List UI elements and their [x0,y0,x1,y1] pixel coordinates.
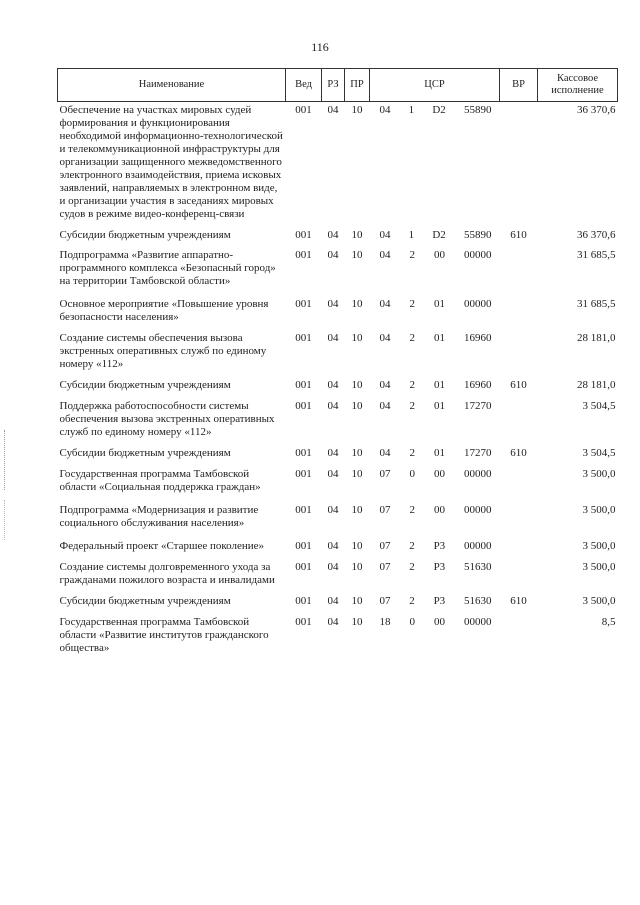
header-name: Наименование [58,69,286,102]
row-vr [500,534,538,557]
csr-part: 2 [409,249,415,261]
csr-part: 04 [379,229,391,241]
row-pr: 10 [351,504,363,516]
budget-table [57,68,618,659]
row-csr [370,102,500,226]
row-pr: 10 [351,561,363,573]
row-name: Подпрограмма «Развитие аппаратно-программного комплекса «Безопасный город» на территории Тамбовской области» [59,249,276,287]
row-rz: 04 [327,229,339,241]
row-name: Субсидии бюджетным учреждениям [59,447,231,459]
csr-part: 00 [434,468,445,480]
row-name: Субсидии бюджетным учреждениям [59,595,231,607]
table-row [58,591,618,612]
row-amount: 36 370,6 [577,229,616,241]
row-pr: 10 [351,468,363,480]
row-pr: 10 [351,400,363,412]
row-vr [500,328,538,375]
row-amount: 3 500,0 [582,595,616,607]
table-body [58,102,618,660]
csr-part: P3 [433,540,446,552]
csr-part: P3 [433,561,446,573]
csr-part: 2 [409,447,415,459]
row-csr [370,612,500,659]
csr-part: 00000 [464,504,492,516]
csr-part: 07 [379,561,391,573]
table-row [58,375,618,396]
row-amount: 3 504,5 [582,447,616,459]
row-vr [500,464,538,498]
table-row [58,225,618,246]
row-csr [370,591,500,612]
row-ved: 001 [295,616,312,628]
csr-part: 07 [379,468,391,480]
csr-part: 17270 [464,447,492,459]
row-amount: 3 500,0 [582,561,616,573]
csr-part: 04 [379,332,391,344]
row-ved: 001 [295,104,312,116]
csr-part: 2 [409,504,415,516]
row-vr: 610 [510,379,527,391]
table-row [58,557,618,591]
csr-part: 00000 [464,616,492,628]
header-ved: Вед [286,69,322,102]
row-rz: 04 [327,561,339,573]
csr-part: 16960 [464,332,492,344]
csr-part: 17270 [464,400,492,412]
csr-part: 04 [379,379,391,391]
csr-part: 01 [434,332,445,344]
csr-part: 00 [434,504,445,516]
csr-part: 51630 [463,561,492,573]
csr-part: 04 [379,298,391,310]
row-amount: 3 500,0 [582,504,616,516]
row-csr [370,292,500,328]
row-name: Создание системы долговременного ухода за гражданами пожилого возраста и инвалидами [59,561,275,586]
header-vr: ВР [500,69,538,102]
row-name: Обеспечение на участках мировых судей формирования и функционирования необходимой информационно-технологической и телекоммуникационной инфраструктуры для организации защищенного межведомственного электронного взаимодействия, приема исковых заявлений, направляемых в электронном виде, и организации участия в заседаниях мировых судов в режиме видео-конференц-связи [59,104,283,220]
row-ved: 001 [295,400,312,412]
row-csr [370,375,500,396]
row-rz: 04 [327,249,339,261]
row-name: Основное мероприятие «Повышение уровня безопасности населения» [59,298,269,323]
row-pr: 10 [351,616,363,628]
csr-part: 00000 [464,249,492,261]
row-amount: 8,5 [601,616,616,628]
row-name: Государственная программа Тамбовской области «Социальная поддержка граждан» [59,468,261,493]
csr-part: 0 [409,616,415,628]
margin-marks [4,430,9,490]
row-rz: 04 [327,298,339,310]
csr-part: 04 [379,400,391,412]
csr-part: 55890 [463,104,492,116]
table-row [58,443,618,464]
csr-part: 2 [409,298,415,310]
row-ved: 001 [295,379,312,391]
row-csr [370,225,500,246]
row-name: Федеральный проект «Старшее поколение» [59,540,265,552]
row-pr: 10 [351,595,363,607]
row-rz: 04 [327,400,339,412]
row-vr [500,612,538,659]
table-row [58,396,618,443]
row-pr: 10 [351,447,363,459]
row-vr: 610 [510,447,527,459]
table-row [58,328,618,375]
csr-part: P3 [433,595,446,607]
table-row [58,102,618,226]
csr-part: 00000 [463,540,492,552]
csr-part: D2 [432,104,446,116]
row-ved: 001 [295,595,312,607]
csr-part: 00000 [464,468,492,480]
row-rz: 04 [327,332,339,344]
table-row [58,464,618,498]
csr-part: 04 [379,249,391,261]
csr-part: 51630 [463,595,492,607]
row-pr: 10 [351,298,363,310]
header-amount: Кассовое исполнение [538,69,618,102]
row-rz: 04 [327,104,339,116]
csr-part: 18 [379,616,391,628]
csr-part: 01 [434,298,445,310]
row-csr [370,443,500,464]
row-name: Государственная программа Тамбовской области «Развитие институтов гражданского общества» [59,616,269,654]
table-header-row [58,69,618,102]
row-ved: 001 [295,447,312,459]
csr-part: 01 [434,447,445,459]
csr-part: 07 [379,504,391,516]
row-ved: 001 [295,504,312,516]
row-vr [500,246,538,292]
row-rz: 04 [327,540,339,552]
row-vr: 610 [510,229,527,241]
csr-part: 2 [409,595,415,607]
row-vr [500,498,538,534]
row-amount: 28 181,0 [577,379,616,391]
table-row [58,292,618,328]
row-name: Подпрограмма «Модернизация и развитие социального обслуживания населения» [59,504,259,529]
row-csr [370,498,500,534]
row-ved: 001 [295,468,312,480]
row-vr [500,396,538,443]
row-name: Субсидии бюджетным учреждениям [59,379,231,391]
row-vr [500,102,538,226]
csr-part: 04 [379,447,391,459]
csr-part: 2 [409,400,415,412]
row-pr: 10 [351,332,363,344]
csr-part: 00000 [464,298,492,310]
row-vr [500,292,538,328]
csr-part: 00 [434,616,445,628]
csr-part: 2 [409,540,415,552]
table-row [58,246,618,292]
row-amount: 3 500,0 [582,468,616,480]
row-pr: 10 [351,379,363,391]
header-pr: ПР [345,69,370,102]
csr-part: 07 [379,595,391,607]
row-ved: 001 [295,229,312,241]
csr-part: 01 [434,379,445,391]
row-csr [370,396,500,443]
row-pr: 10 [351,249,363,261]
csr-part: 1 [408,229,415,241]
row-csr [370,534,500,557]
row-rz: 04 [327,595,339,607]
row-name: Субсидии бюджетным учреждениям [59,229,231,241]
row-rz: 04 [327,468,339,480]
page-number: 116 [311,40,329,54]
row-csr [370,328,500,375]
table-row [58,612,618,659]
table-row [58,534,618,557]
row-ved: 001 [295,249,312,261]
csr-part: 00 [434,249,445,261]
csr-part: 04 [379,104,391,116]
row-rz: 04 [327,447,339,459]
row-ved: 001 [295,540,312,552]
row-rz: 04 [327,616,339,628]
row-csr [370,464,500,498]
row-ved: 001 [295,561,312,573]
csr-part: D2 [432,229,446,241]
row-amount: 31 685,5 [577,249,616,261]
csr-part: 01 [434,400,445,412]
header-csr: ЦСР [370,69,500,102]
row-pr: 10 [351,229,363,241]
csr-part: 2 [409,561,415,573]
row-amount: 3 504,5 [582,400,616,412]
csr-part: 1 [408,104,415,116]
csr-part: 16960 [464,379,492,391]
row-vr [500,557,538,591]
row-vr: 610 [510,595,527,607]
row-csr [370,557,500,591]
row-ved: 001 [295,298,312,310]
csr-part: 07 [379,540,391,552]
csr-part: 0 [409,468,415,480]
row-name: Создание системы обеспечения вызова экстренных оперативных служб по единому номеру «112» [59,332,267,370]
row-pr: 10 [351,540,363,552]
csr-part: 55890 [463,229,492,241]
header-rz: РЗ [322,69,345,102]
margin-marks [4,500,9,540]
row-amount: 36 370,6 [577,104,616,116]
row-amount: 28 181,0 [577,332,616,344]
row-rz: 04 [327,504,339,516]
row-name: Поддержка работоспособности системы обеспечения вызова экстренных оперативных служб по единому номеру «112» [59,400,275,438]
row-csr [370,246,500,292]
row-rz: 04 [327,379,339,391]
row-pr: 10 [351,104,363,116]
table-row [58,498,618,534]
row-amount: 3 500,0 [582,540,616,552]
row-ved: 001 [295,332,312,344]
csr-part: 2 [409,379,415,391]
csr-part: 2 [409,332,415,344]
row-amount: 31 685,5 [577,298,616,310]
